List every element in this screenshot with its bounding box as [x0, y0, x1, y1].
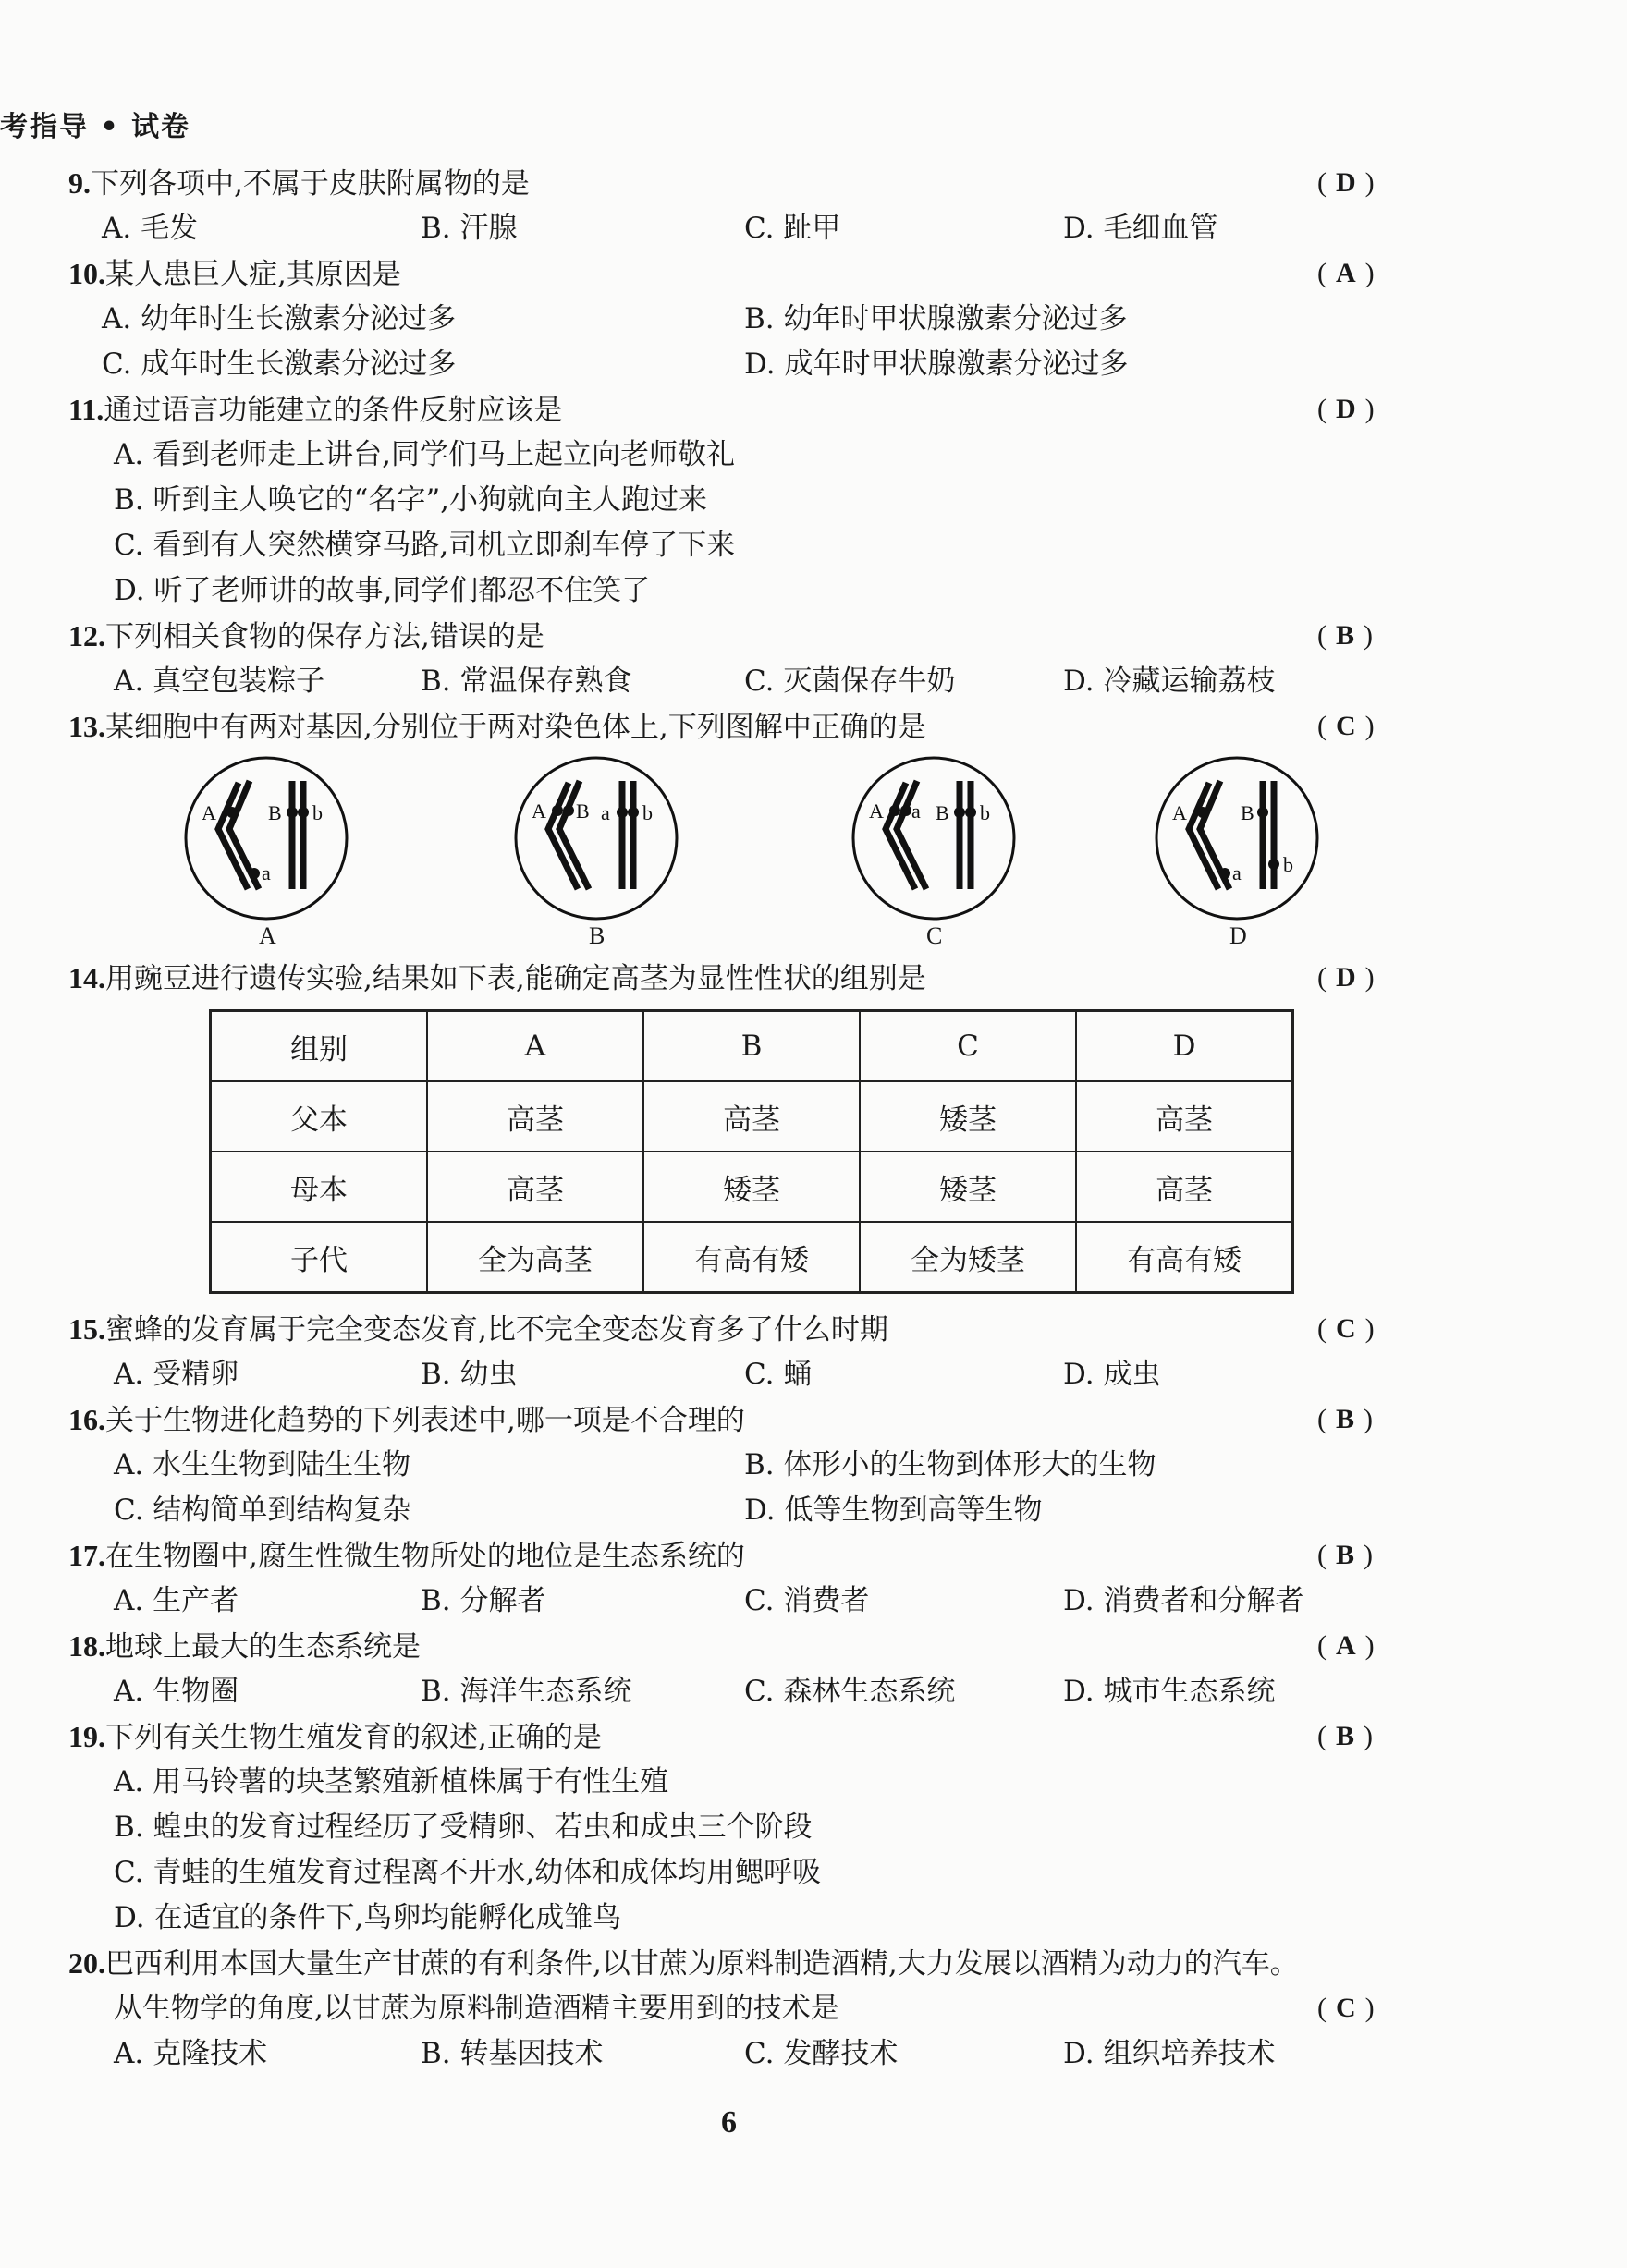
answer-16: ( B ) [1317, 1404, 1374, 1434]
question-17: 17.在生物圈中,腐生性微生物所处的地位是生态系统的 [68, 1539, 745, 1573]
gene-label-a: a [1232, 861, 1242, 884]
question-12: 12.下列相关食物的保存方法,错误的是 [68, 619, 544, 653]
table-cell: 矮茎 [643, 1152, 860, 1222]
table-cell: 高茎 [1076, 1081, 1293, 1152]
gene-label-B: B [268, 801, 282, 824]
table-cell: 组别 [211, 1011, 428, 1082]
table-cell: 高茎 [427, 1152, 643, 1222]
question-20-line2: 从生物学的角度,以甘蔗为原料制造酒精主要用到的技术是 [114, 1992, 839, 2025]
q11-option-c: C. 看到有人突然横穿马路,司机立即刹车停了下来 [114, 529, 736, 562]
q16-option-a: A. 水生生物到陆生生物 [114, 1448, 411, 1482]
answer-14: ( D ) [1317, 962, 1375, 993]
q9-option-a: A. 毛发 [102, 212, 199, 245]
page-number: 6 [721, 2105, 737, 2140]
q18-option-d: D. 城市生态系统 [1063, 1675, 1276, 1708]
table-row [211, 1152, 1293, 1222]
table-cell: 有高有矮 [1076, 1222, 1293, 1293]
question-9: 9.下列各项中,不属于皮肤附属物的是 [68, 166, 530, 201]
table-cell: D [1076, 1011, 1293, 1082]
q10-option-d: D. 成年时甲状腺激素分泌过多 [744, 348, 1129, 381]
table-cell: B [643, 1011, 860, 1082]
q11-option-d: D. 听了老师讲的故事,同学们都忍不住笑了 [114, 574, 651, 607]
q20-option-a: A. 克隆技术 [114, 2037, 268, 2070]
q15-option-c: C. 蛹 [744, 1358, 813, 1391]
q20-option-c: C. 发酵技术 [744, 2037, 899, 2070]
q20-option-b: B. 转基因技术 [421, 2037, 604, 2070]
table-row [211, 1222, 1293, 1293]
gene-label-a: a [911, 799, 921, 823]
figure-label-b: B [589, 922, 606, 949]
question-10: 10.某人患巨人症,其原因是 [68, 257, 401, 291]
table-cell: 高茎 [427, 1081, 643, 1152]
gene-label-b: b [1283, 853, 1293, 876]
cell-diagram-b [516, 758, 677, 919]
table-cell: 有高有矮 [643, 1222, 860, 1293]
answer-10: ( A ) [1317, 258, 1375, 288]
answer-17: ( B ) [1317, 1540, 1374, 1570]
gene-label-a: a [262, 861, 271, 884]
q10-option-c: C. 成年时生长激素分泌过多 [102, 348, 457, 381]
question-20: 20.巴西利用本国大量生产甘蔗的有利条件,以甘蔗为原料制造酒精,大力发展以酒精为动力的汽车。 [68, 1946, 1299, 1981]
gene-label-B: B [936, 801, 949, 824]
cell-diagram-d [1156, 758, 1317, 919]
table-header-row [211, 1011, 1293, 1082]
q17-option-d: D. 消费者和分解者 [1063, 1584, 1304, 1617]
table-cell: 全为高茎 [427, 1222, 643, 1293]
q12-option-a: A. 真空包装粽子 [114, 665, 325, 698]
gene-label-A: A [1172, 801, 1187, 824]
answer-13: ( C ) [1317, 711, 1375, 741]
q18-option-a: A. 生物圈 [114, 1675, 239, 1708]
answer-12: ( B ) [1317, 620, 1374, 651]
question-15: 15.蜜蜂的发育属于完全变态发育,比不完全变态发育多了什么时期 [68, 1312, 888, 1347]
q17-option-a: A. 生产者 [114, 1584, 239, 1617]
question-16: 16.关于生物进化趋势的下列表述中,哪一项是不合理的 [68, 1403, 745, 1437]
q12-option-d: D. 冷藏运输荔枝 [1063, 665, 1276, 698]
table-cell: 父本 [211, 1081, 428, 1152]
q19-option-d: D. 在适宜的条件下,鸟卵均能孵化成雏鸟 [114, 1901, 622, 1934]
question-13: 13.某细胞中有两对基因,分别位于两对染色体上,下列图解中正确的是 [68, 710, 926, 744]
table-row [211, 1081, 1293, 1152]
chromosome-diagrams [0, 0, 1627, 961]
gene-label-B: B [1241, 801, 1254, 824]
q19-option-b: B. 蝗虫的发育过程经历了受精卵、若虫和成虫三个阶段 [114, 1811, 813, 1844]
q18-option-b: B. 海洋生态系统 [421, 1675, 632, 1708]
cell-diagram-c [853, 758, 1014, 919]
q10-option-a: A. 幼年时生长激素分泌过多 [102, 302, 457, 335]
table-cell: 高茎 [643, 1081, 860, 1152]
q17-option-c: C. 消费者 [744, 1584, 870, 1617]
question-19: 19.下列有关生物生殖发育的叙述,正确的是 [68, 1720, 602, 1754]
gene-label-b: b [642, 801, 653, 824]
table-cell: 矮茎 [860, 1081, 1076, 1152]
figure-label-c: C [926, 922, 943, 949]
answer-19: ( B ) [1317, 1721, 1374, 1751]
answer-18: ( A ) [1317, 1630, 1375, 1661]
running-header: 考指导 • 试卷 [0, 111, 191, 143]
question-11: 11.通过语言功能建立的条件反射应该是 [68, 393, 563, 427]
q16-option-c: C. 结构简单到结构复杂 [114, 1494, 411, 1527]
gene-label-A: A [202, 801, 216, 824]
q19-option-a: A. 用马铃薯的块茎繁殖新植株属于有性生殖 [114, 1765, 669, 1799]
table-cell: 全为矮茎 [860, 1222, 1076, 1293]
table-cell: A [427, 1011, 643, 1082]
table-cell: 母本 [211, 1152, 428, 1222]
gene-label-A: A [532, 799, 546, 823]
pea-experiment-table [209, 1009, 1294, 1294]
q15-option-b: B. 幼虫 [421, 1358, 518, 1391]
q18-option-c: C. 森林生态系统 [744, 1675, 956, 1708]
gene-label-b: b [312, 801, 323, 824]
q20-option-d: D. 组织培养技术 [1063, 2037, 1276, 2070]
answer-15: ( C ) [1317, 1313, 1375, 1344]
q16-option-b: B. 体形小的生物到体形大的生物 [744, 1448, 1156, 1482]
q12-option-b: B. 常温保存熟食 [421, 665, 632, 698]
answer-9: ( D ) [1317, 167, 1375, 198]
cell-diagram-a [186, 758, 347, 919]
answer-11: ( D ) [1317, 394, 1375, 424]
q10-option-b: B. 幼年时甲状腺激素分泌过多 [744, 302, 1128, 335]
q17-option-b: B. 分解者 [421, 1584, 546, 1617]
gene-label-A: A [869, 799, 884, 823]
table-cell: 高茎 [1076, 1152, 1293, 1222]
q12-option-c: C. 灭菌保存牛奶 [744, 665, 956, 698]
table-cell: 子代 [211, 1222, 428, 1293]
q11-option-b: B. 听到主人唤它的“名字”,小狗就向主人跑过来 [114, 483, 708, 517]
gene-label-b: b [980, 801, 990, 824]
q9-option-b: B. 汗腺 [421, 212, 518, 245]
gene-label-B: B [576, 799, 590, 823]
table-cell: C [860, 1011, 1076, 1082]
figure-label-a: A [259, 922, 276, 949]
q16-option-d: D. 低等生物到高等生物 [744, 1494, 1043, 1527]
q9-option-c: C. 趾甲 [744, 212, 841, 245]
question-18: 18.地球上最大的生态系统是 [68, 1629, 421, 1664]
q9-option-d: D. 毛细血管 [1063, 212, 1218, 245]
table-cell: 矮茎 [860, 1152, 1076, 1222]
answer-20: ( C ) [1317, 1993, 1375, 2023]
question-14: 14.用豌豆进行遗传实验,结果如下表,能确定高茎为显性性状的组别是 [68, 961, 926, 995]
q15-option-a: A. 受精卵 [114, 1358, 239, 1391]
gene-label-a: a [601, 801, 610, 824]
q11-option-a: A. 看到老师走上讲台,同学们马上起立向老师敬礼 [114, 438, 735, 471]
figure-label-d: D [1229, 922, 1247, 949]
q19-option-c: C. 青蛙的生殖发育过程离不开水,幼体和成体均用鳃呼吸 [114, 1856, 822, 1889]
q15-option-d: D. 成虫 [1063, 1358, 1161, 1391]
